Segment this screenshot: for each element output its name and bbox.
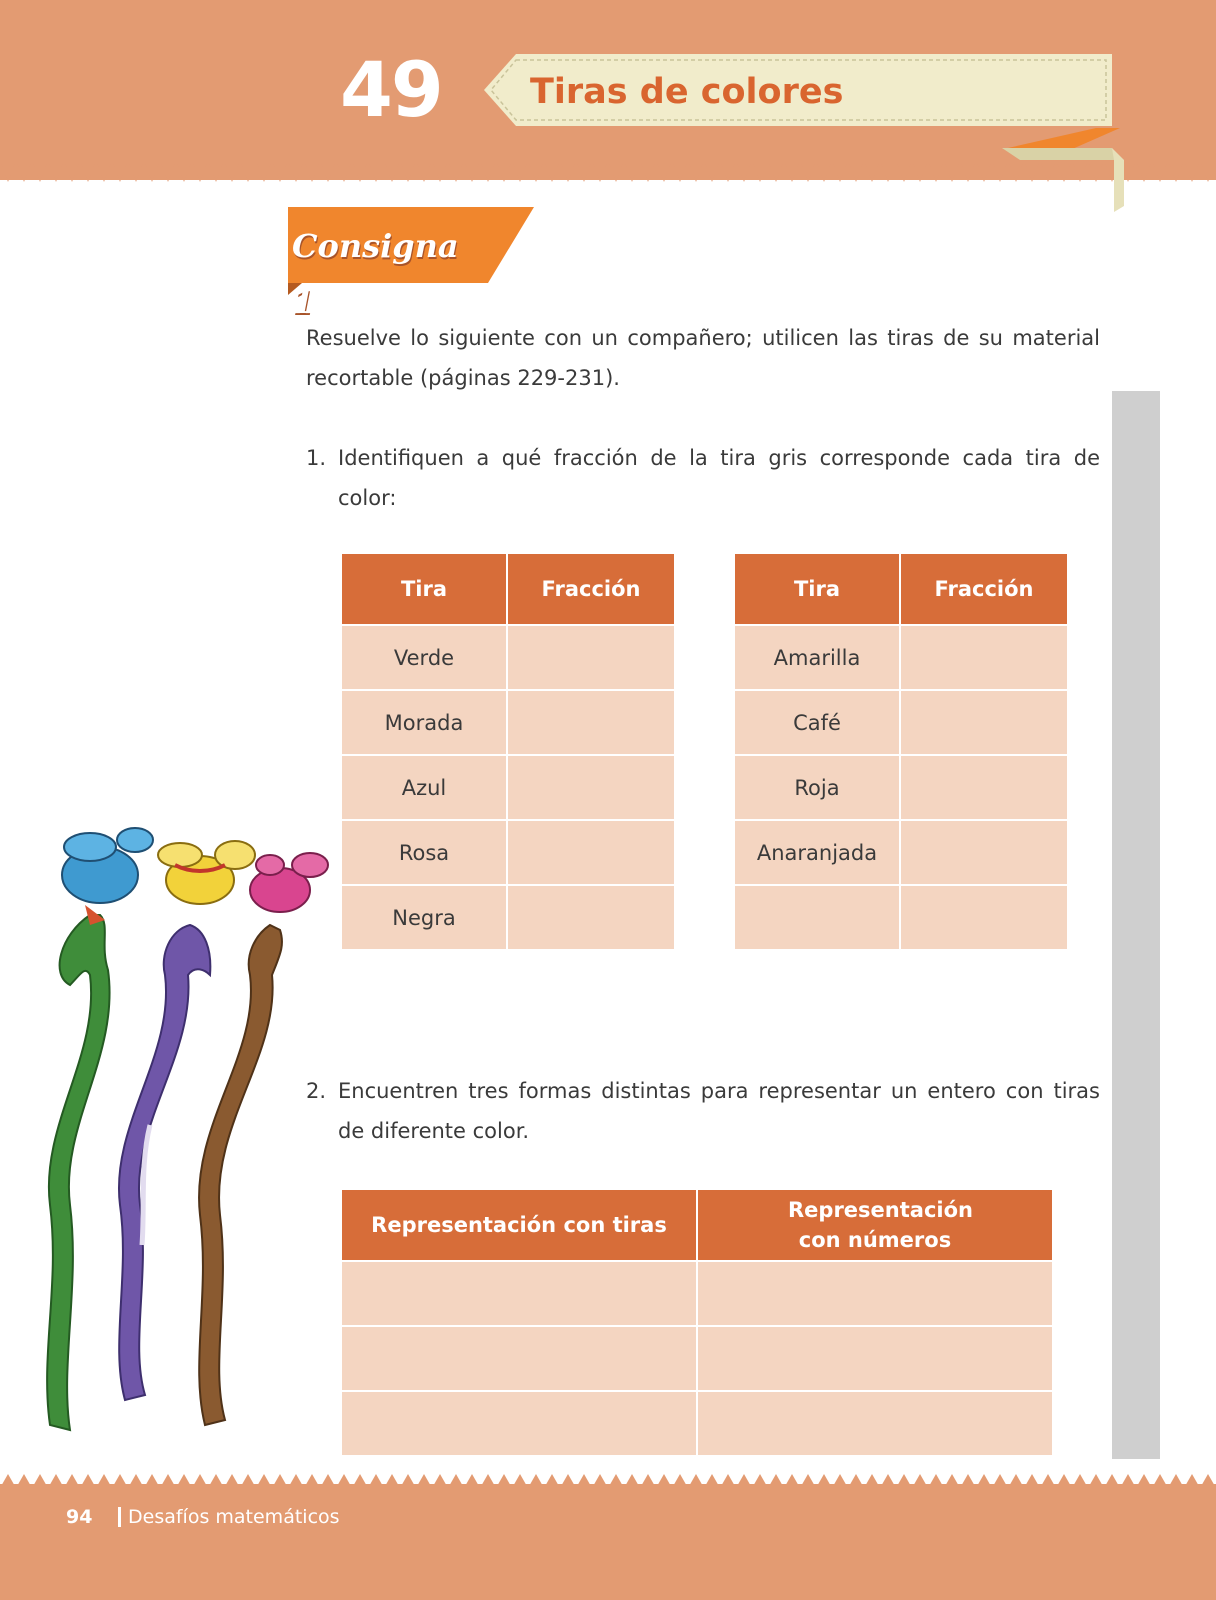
- birds-ribbons-illustration: [30, 825, 350, 1465]
- number-representation-cell[interactable]: [697, 1391, 1053, 1456]
- number-representation-cell[interactable]: [697, 1326, 1053, 1391]
- strip-color-cell: Amarilla: [734, 625, 900, 690]
- consigna-label: Consigna 1: [292, 227, 459, 321]
- lesson-number: 49: [340, 45, 442, 134]
- table-header-representacion-tiras: Representación con tiras: [341, 1189, 697, 1261]
- purple-ribbon: [119, 925, 210, 1400]
- question-1-number: 1.: [306, 446, 327, 470]
- footer-separator: [118, 1507, 121, 1527]
- book-title: Desafíos matemáticos: [128, 1506, 340, 1528]
- fraction-answer-cell[interactable]: [900, 755, 1068, 820]
- strip-color-cell: Anaranjada: [734, 820, 900, 885]
- table-header-fraccion: Fracción: [507, 553, 675, 625]
- fraction-answer-cell[interactable]: [507, 755, 675, 820]
- table-header-tira: Tira: [734, 553, 900, 625]
- strip-color-cell: Café: [734, 690, 900, 755]
- table-row: [341, 755, 675, 820]
- fraction-answer-cell[interactable]: [507, 820, 675, 885]
- representation-table: [340, 1188, 1054, 1457]
- strip-color-cell: Azul: [341, 755, 507, 820]
- table-row: [341, 820, 675, 885]
- table-row: [341, 1261, 1053, 1326]
- ribbon-fold: [1000, 126, 1130, 212]
- table-header-fraccion: Fracción: [900, 553, 1068, 625]
- strip-representation-cell[interactable]: [341, 1391, 697, 1456]
- page-number: 94: [66, 1506, 93, 1528]
- fraction-answer-cell[interactable]: [900, 885, 1068, 950]
- fraction-answer-cell[interactable]: [900, 625, 1068, 690]
- fraction-answer-cell[interactable]: [507, 690, 675, 755]
- fraction-table-right: [733, 552, 1069, 951]
- question-2-text: Encuentren tres formas distintas para representar un entero con tiras de diferente color.: [338, 1079, 1100, 1143]
- fraction-table-left: [340, 552, 676, 951]
- strip-color-cell[interactable]: [734, 885, 900, 950]
- yellow-bird-icon: [158, 841, 255, 904]
- brown-ribbon: [199, 925, 282, 1425]
- pink-bird-icon: [250, 853, 328, 912]
- side-margin-bar: [1112, 391, 1160, 1459]
- fraction-answer-cell[interactable]: [900, 690, 1068, 755]
- strip-color-cell: Morada: [341, 690, 507, 755]
- green-ribbon: [47, 915, 109, 1430]
- fraction-answer-cell[interactable]: [507, 885, 675, 950]
- question-1-text: Identifiquen a qué fracción de la tira gris corresponde cada tira de color:: [338, 446, 1100, 510]
- table-header-representacion-numeros: Representación con números: [697, 1189, 1053, 1261]
- table-row: [341, 1326, 1053, 1391]
- fraction-answer-cell[interactable]: [900, 820, 1068, 885]
- number-representation-cell[interactable]: [697, 1261, 1053, 1326]
- strip-color-cell: Roja: [734, 755, 900, 820]
- blue-bird-icon: [62, 828, 153, 925]
- table-header-tira: Tira: [341, 553, 507, 625]
- table-row: [341, 690, 675, 755]
- fraction-answer-cell[interactable]: [507, 625, 675, 690]
- intro-paragraph: Resuelve lo siguiente con un compañero; utilicen las tiras de su material recortable (páginas 229-231).: [306, 326, 1100, 390]
- table-row: [734, 625, 1068, 690]
- table-row: [341, 625, 675, 690]
- strip-representation-cell[interactable]: [341, 1261, 697, 1326]
- table-row: [734, 690, 1068, 755]
- table-row: [341, 1391, 1053, 1456]
- table-row: [734, 820, 1068, 885]
- page-title: Tiras de colores: [530, 72, 844, 112]
- table-row: [734, 885, 1068, 950]
- question-2-number: 2.: [306, 1079, 327, 1103]
- strip-color-cell: Verde: [341, 625, 507, 690]
- strip-color-cell: Negra: [341, 885, 507, 950]
- table-row: [341, 885, 675, 950]
- strip-color-cell: Rosa: [341, 820, 507, 885]
- table-row: [734, 755, 1068, 820]
- strip-representation-cell[interactable]: [341, 1326, 697, 1391]
